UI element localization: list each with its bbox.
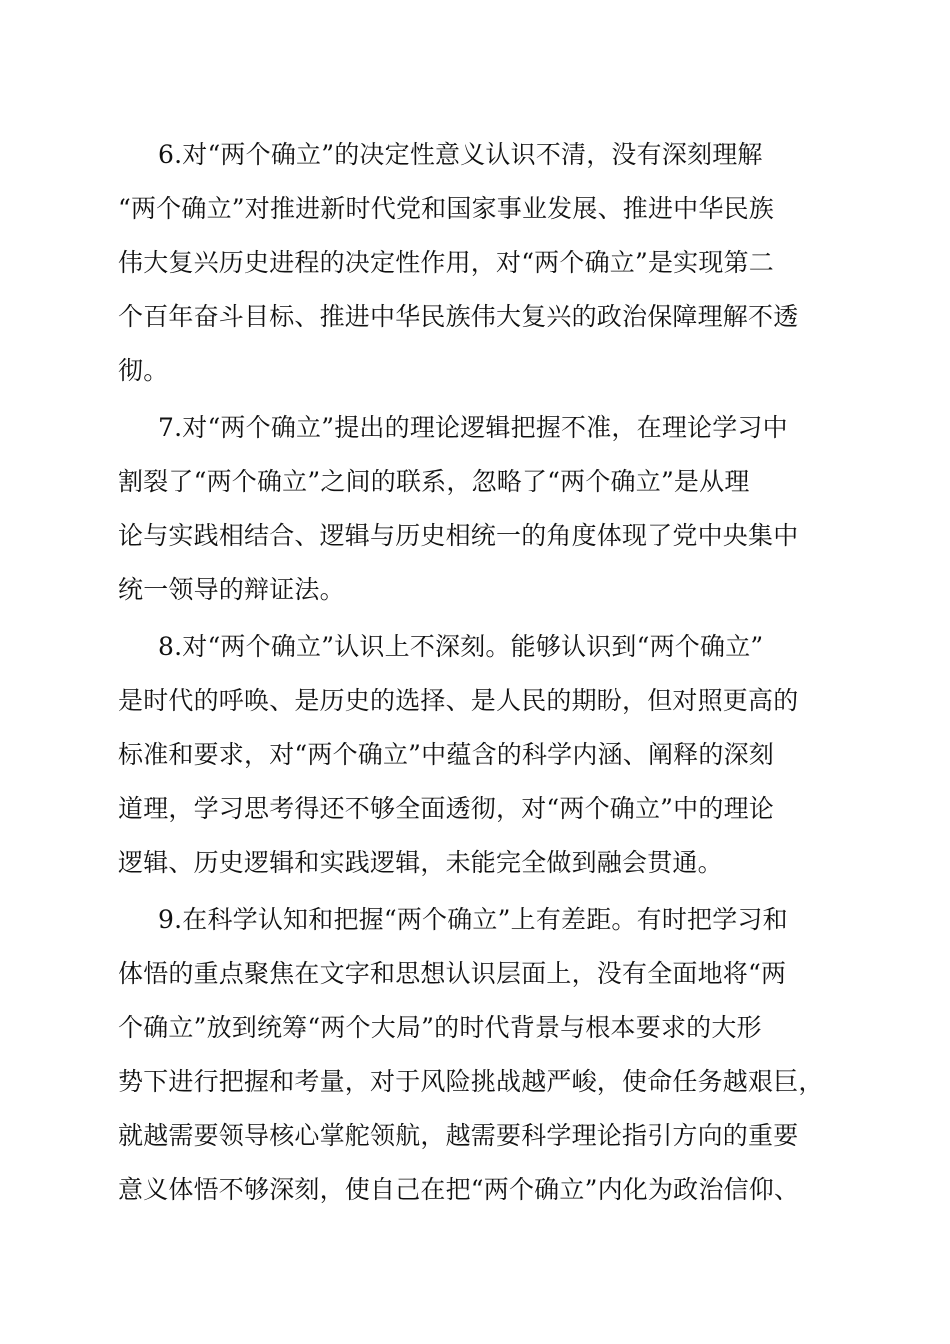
paragraph-line: 9.在科学认知和把握“两个确立”上有差距。有时把学习和 xyxy=(158,905,788,934)
paragraph-line: 7.对“两个确立”提出的理论逻辑把握不准，在理论学习中 xyxy=(158,413,788,442)
paragraph-line: 标准和要求，对“两个确立”中蕴含的科学内涵、阐释的深刻 xyxy=(118,740,774,769)
paragraph-8 xyxy=(118,620,830,890)
paragraph-line: 意义体悟不够深刻，使自己在把“两个确立”内化为政治信仰、 xyxy=(118,1175,800,1204)
paragraph-line: 伟大复兴历史进程的决定性作用，对“两个确立”是实现第二 xyxy=(118,248,774,277)
document-body xyxy=(118,128,830,1217)
paragraph-line: 6.对“两个确立”的决定性意义认识不清，没有深刻理解 xyxy=(158,140,763,169)
paragraph-line: 道理，学习思考得还不够全面透彻，对“两个确立”中的理论 xyxy=(118,794,774,823)
paragraph-line: “两个确立”对推进新时代党和国家事业发展、推进中华民族 xyxy=(118,194,774,223)
paragraph-line: 割裂了“两个确立”之间的联系，忽略了“两个确立”是从理 xyxy=(118,467,750,496)
paragraph-line: 体悟的重点聚焦在文字和思想认识层面上，没有全面地将“两 xyxy=(118,959,787,988)
paragraph-line: 个百年奋斗目标、推进中华民族伟大复兴的政治保障理解不透 xyxy=(118,302,799,331)
paragraph-line: 个确立”放到统筹“两个大局”的时代背景与根本要求的大形 xyxy=(118,1013,762,1042)
paragraph-line: 逻辑、历史逻辑和实践逻辑，未能完全做到融会贯通。 xyxy=(118,848,723,877)
paragraph-line: 论与实践相结合、逻辑与历史相统一的角度体现了党中央集中 xyxy=(118,521,799,550)
paragraph-line: 势下进行把握和考量，对于风险挑战越严峻，使命任务越艰巨， xyxy=(118,1067,824,1096)
paragraph-9 xyxy=(118,893,830,1217)
paragraph-line: 8.对“两个确立”认识上不深刻。能够认识到“两个确立” xyxy=(158,632,764,661)
paragraph-6 xyxy=(118,128,830,398)
paragraph-line: 就越需要领导核心掌舵领航，越需要科学理论指引方向的重要 xyxy=(118,1121,799,1150)
paragraph-line: 彻。 xyxy=(118,356,169,385)
paragraph-line: 统一领导的辩证法。 xyxy=(118,575,345,604)
paragraph-line: 是时代的呼唤、是历史的选择、是人民的期盼，但对照更高的 xyxy=(118,686,799,715)
paragraph-7 xyxy=(118,401,830,617)
